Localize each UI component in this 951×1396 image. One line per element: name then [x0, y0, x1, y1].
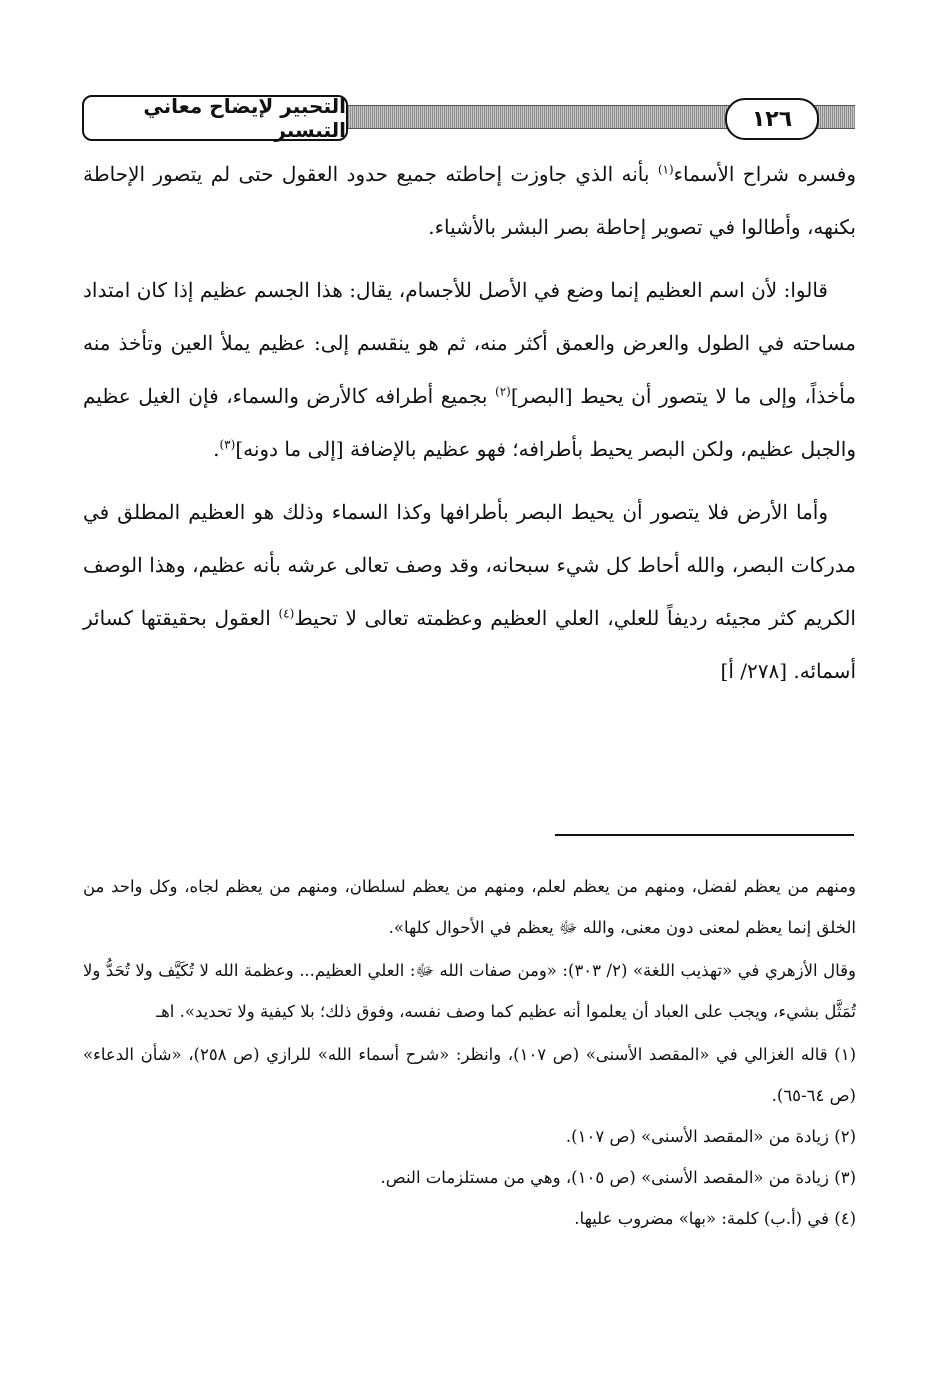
footnote-ref-4: (٤): [278, 606, 295, 621]
footnote-ref-2: (٢): [495, 384, 511, 399]
main-text: [83, 148, 856, 698]
paragraph-text: قالوا: لأن اسم العظيم إنما وضع في الأصل للأجسام، يقال: هذا الجسم عظيم إذا كان امتداد مساحته في الطول والعرض والعمق أكثر منه، ثم هو ينقسم إلى: عظيم يملأ العين وتأخذ منه مأخذاً، وإلى ما لا يتصور أن يحيط [البصر]: [83, 278, 856, 408]
paragraph-text: العقول بحقيقتها كسائر أسمائه. [٢٧٨/ أ]: [83, 606, 856, 683]
footnote-4: (٤) في (أ.ب) كلمة: «بها» مضروب عليها.: [574, 1209, 856, 1228]
footnote-continued: ومنهم من يعظم لفضل، ومنهم من يعظم لعلم، ومنهم من يعظم لسلطان، ومنهم من يعظم لجاه، وكل واحد من الخلق إنما يعظم لمعنى دون معنى، والله ﷻ يعظم في الأحوال كلها».: [83, 877, 856, 937]
book-title: التحبير لإيضاح معاني التيسير: [82, 95, 348, 141]
paragraph-3: [83, 486, 856, 698]
paragraph-text: وأما الأرض فلا يتصور أن يحيط البصر بأطرافها وكذا السماء وذلك هو العظيم المطلق في مدركات البصر، والله أحاط كل شيء سبحانه، وقد وصف تعالى عرشه بأنه عظيم، وهذا الوصف الكريم كثر مجيئه رديفاً للعلي، العلي العظيم وعظمته تعالى لا تحيط: [83, 500, 856, 630]
running-header: [82, 95, 855, 143]
page-number: ١٢٦: [725, 98, 819, 140]
footnote-2: (٢) زيادة من «المقصد الأسنى» (ص ١٠٧).: [565, 1127, 856, 1146]
paragraph-text: .: [213, 437, 220, 461]
paragraph-text: بأنه الذي جاوزت إحاطته جميع حدود العقول حتى لم يتصور الإحاطة بكنهه، وأطالوا في تصوير إحاطة بصر البشر بالأشياء.: [83, 162, 856, 239]
paragraph-text: بجميع أطرافه كالأرض والسماء، فإن الغيل عظيم والجبل عظيم، ولكن البصر يحيط بأطرافه؛ فهو عظيم بالإضافة [إلى ما دونه]: [83, 384, 856, 461]
footnote-1: (١) قاله الغزالي في «المقصد الأسنى» (ص ١٠٧)، وانظر: «شرح أسماء الله» للرازي (ص ٢٥٨)، «شأن الدعاء» (ص ٦٤-٦٥).: [83, 1045, 856, 1105]
footnote-3: (٣) زيادة من «المقصد الأسنى» (ص ١٠٥)، وهي من مستلزمات النص.: [380, 1168, 856, 1187]
paragraph-1: [83, 148, 856, 254]
paragraph-2: [83, 264, 856, 476]
footnote-ref-3: (٣): [219, 437, 236, 452]
footnotes: [83, 866, 856, 1239]
paragraph-text: وفسره شراح الأسماء: [673, 162, 856, 186]
footnote-separator: [555, 834, 854, 836]
footnote-ref-1: (١): [657, 162, 674, 177]
footnote-continued: وقال الأزهري في «تهذيب اللغة» (٢/ ٣٠٣): «ومن صفات الله ﷻ: العلي العظيم... وعظمة الله لا تُكَيَّف ولا تُحَدُّ ولا تُمَثَّل بشيء، ويجب على العباد أن يعلموا أنه عظيم كما وصف نفسه، وفوق ذلك؛ بلا كيفية ولا تحديد». اهـ: [83, 961, 856, 1021]
